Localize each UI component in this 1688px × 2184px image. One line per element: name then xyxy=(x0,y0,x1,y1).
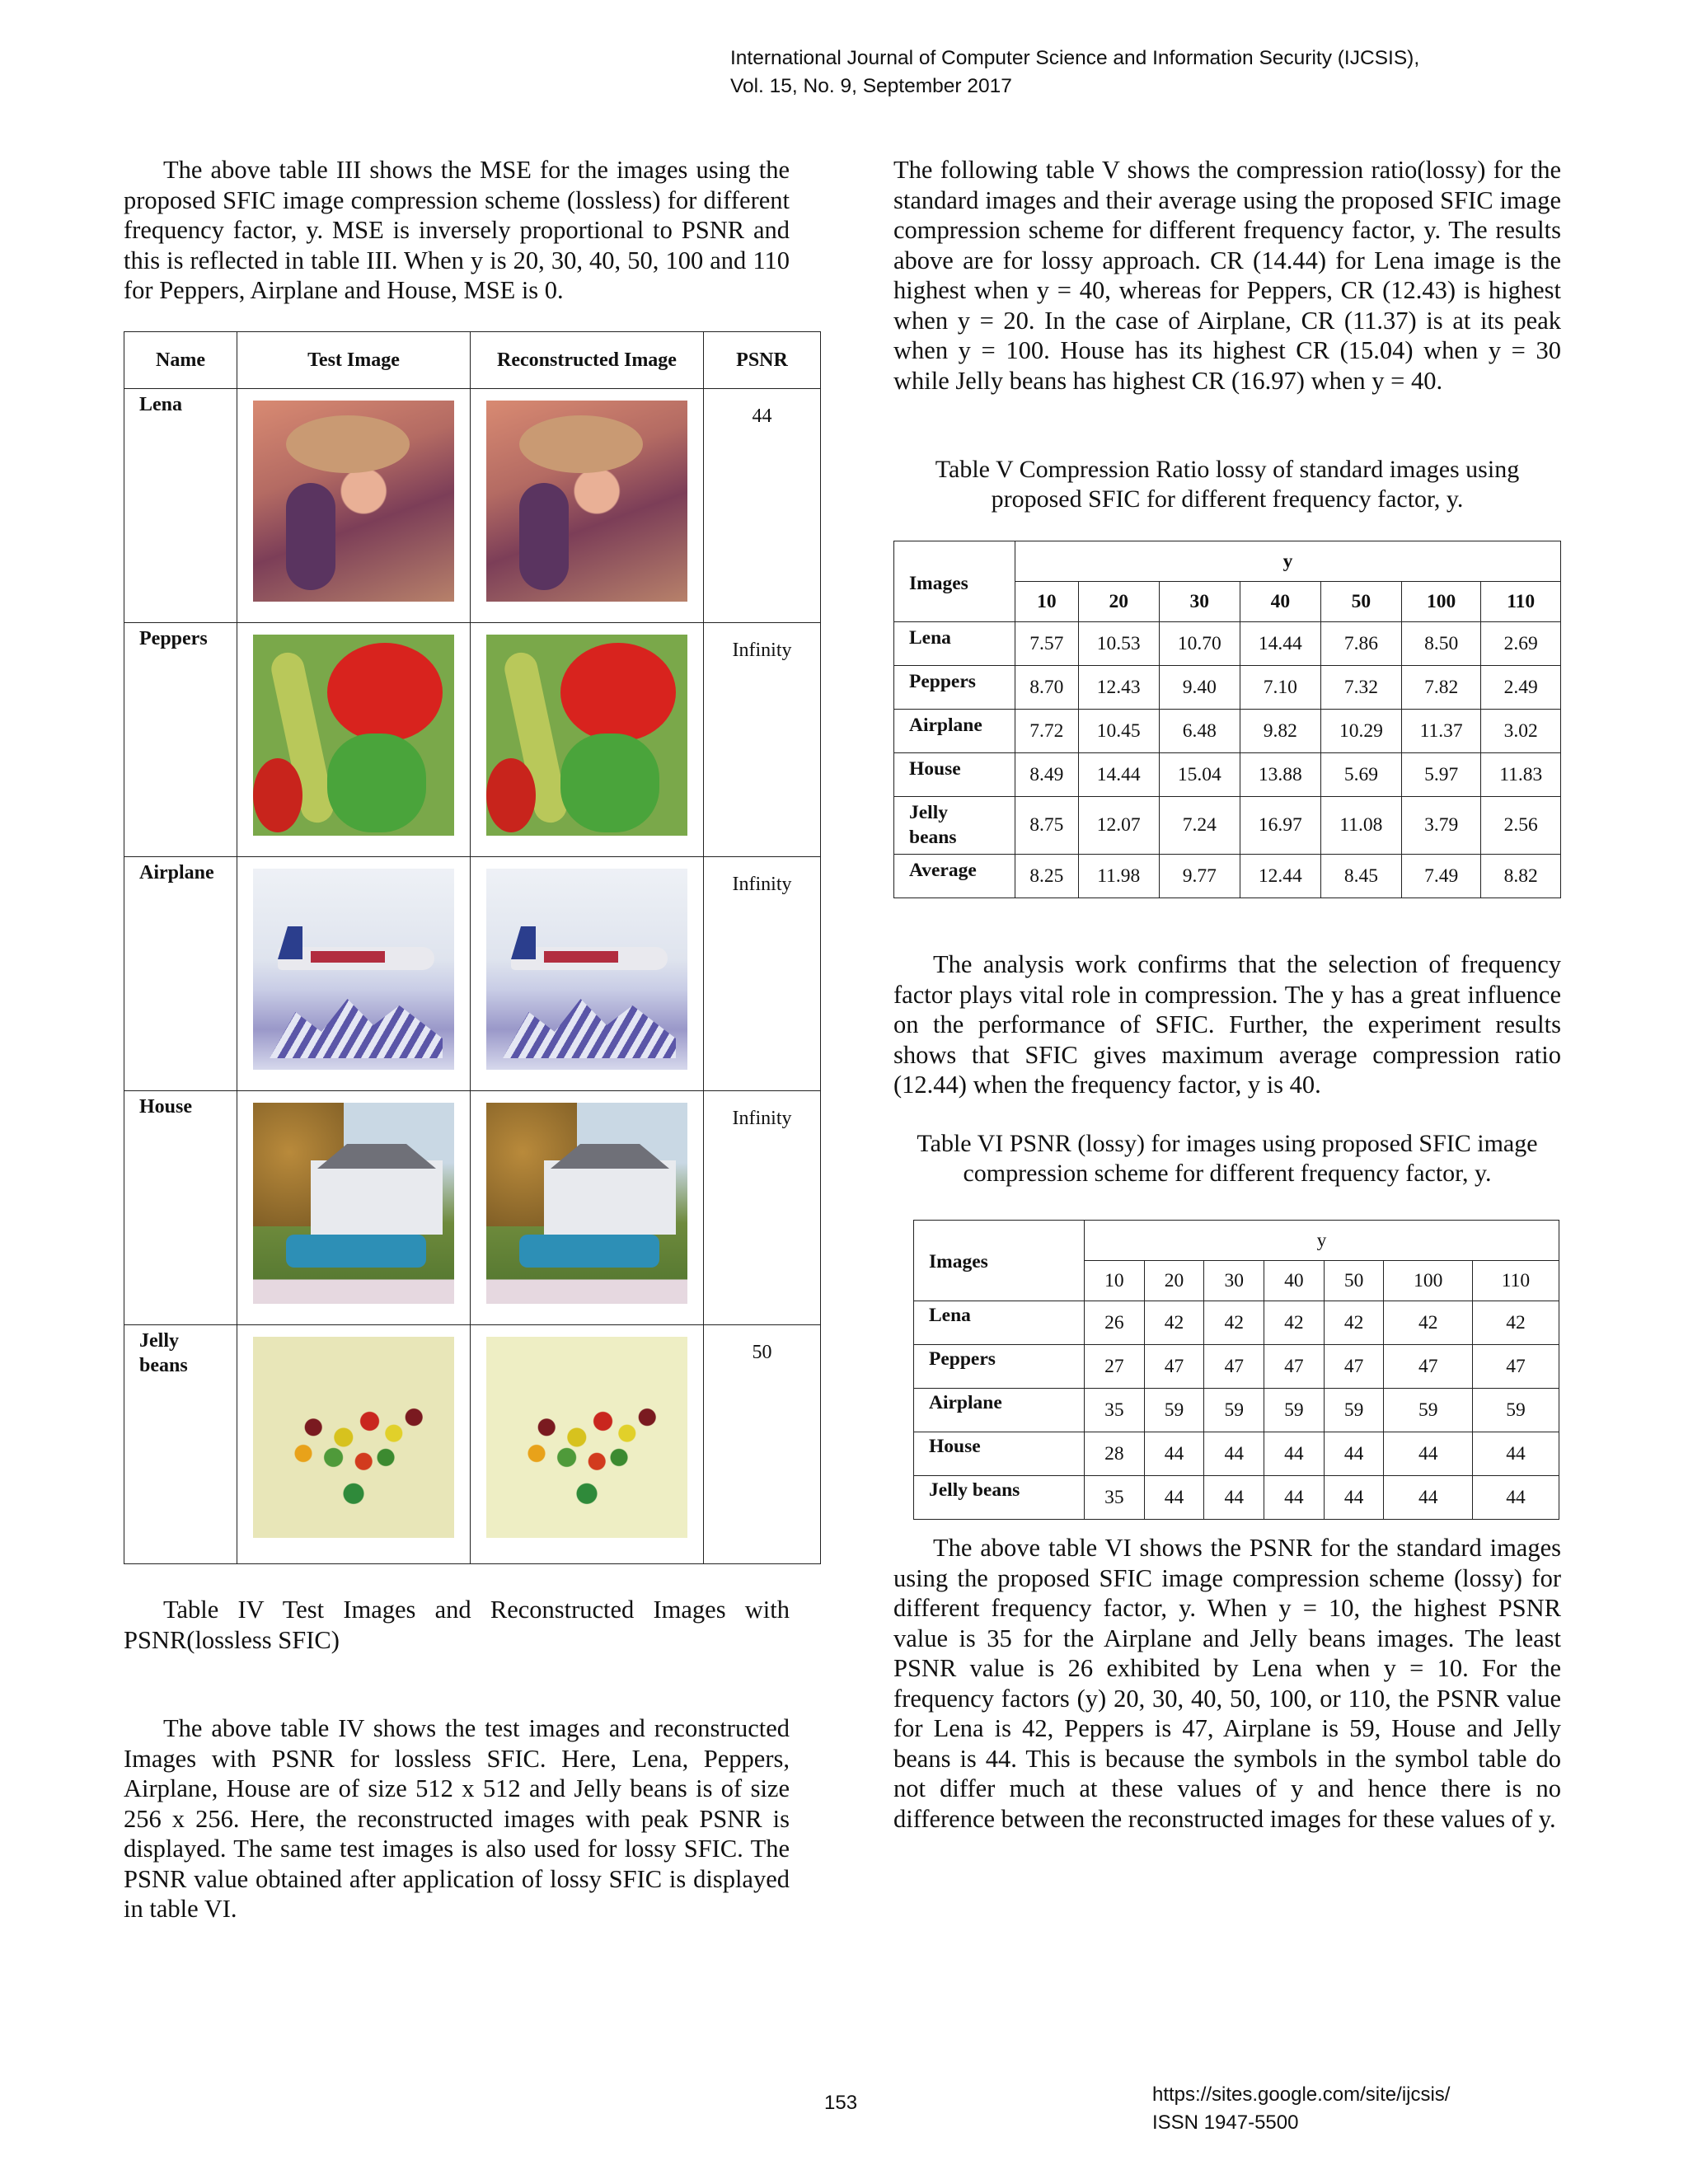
footer-issn: ISSN 1947-5500 xyxy=(1152,2111,1299,2134)
table-vi-row-label: Peppers xyxy=(914,1345,1085,1389)
table-row xyxy=(894,710,1561,753)
table-row xyxy=(914,1476,1559,1520)
table-v-row-label: House xyxy=(894,753,1015,797)
table-row xyxy=(894,753,1561,797)
table-iv-header-reconstructed-image: Reconstructed Image xyxy=(471,332,704,389)
table-v-cell: 11.83 xyxy=(1481,753,1561,797)
table-v-cell: 10.45 xyxy=(1078,710,1159,753)
table-v-cell: 9.77 xyxy=(1159,855,1240,898)
table-vi-cell: 44 xyxy=(1324,1476,1384,1520)
table-v-cell: 10.53 xyxy=(1078,622,1159,666)
table-vi-cell: 42 xyxy=(1324,1301,1384,1345)
table-vi-cell: 42 xyxy=(1472,1301,1559,1345)
table-vi-cell: 59 xyxy=(1204,1389,1264,1432)
table-row xyxy=(914,1345,1559,1389)
table-vi-caption: Table VI PSNR (lossy) for images using proposed SFIC image compression scheme for different frequency factor, y. xyxy=(917,1130,1538,1187)
table-iv-name: House xyxy=(124,1091,237,1325)
table-v-cell: 13.88 xyxy=(1240,753,1320,797)
table-row xyxy=(914,1301,1559,1345)
table-iv-name: Lena xyxy=(124,389,237,623)
jelly-beans-reconstructed-image xyxy=(486,1337,687,1538)
table-v-cell: 7.49 xyxy=(1401,855,1481,898)
lena-reconstructed-image xyxy=(486,401,687,602)
table-iv-psnr: 44 xyxy=(704,389,821,623)
table-iv-psnr: Infinity xyxy=(704,857,821,1091)
table-iv-name: Jelly beans xyxy=(124,1325,237,1564)
table-vi-cell: 44 xyxy=(1472,1476,1559,1520)
table-v-cell: 12.07 xyxy=(1078,797,1159,855)
table-v-cell: 5.69 xyxy=(1320,753,1401,797)
airplane-test-image xyxy=(253,869,454,1070)
table-v-row-label: Airplane xyxy=(894,710,1015,753)
table-vi-cell: 44 xyxy=(1472,1432,1559,1476)
table-v-cell: 15.04 xyxy=(1159,753,1240,797)
table-v-cell: 7.86 xyxy=(1320,622,1401,666)
table-vi-cell: 44 xyxy=(1264,1476,1325,1520)
table-vi-cell: 59 xyxy=(1144,1389,1204,1432)
table-vi-cell: 35 xyxy=(1085,1389,1145,1432)
house-reconstructed-image xyxy=(486,1103,687,1304)
table-v-caption: Table V Compression Ratio lossy of standard images using proposed SFIC for different frequency factor, y. xyxy=(935,456,1520,513)
table-v-cell: 2.49 xyxy=(1481,666,1561,710)
lena-test-image xyxy=(253,401,454,602)
table-vi-cell: 44 xyxy=(1204,1432,1264,1476)
table-vi-cell: 35 xyxy=(1085,1476,1145,1520)
table-vi-cell: 59 xyxy=(1264,1389,1325,1432)
table-v-cell: 8.45 xyxy=(1320,855,1401,898)
table-vi-corner: Images xyxy=(914,1221,1085,1301)
airplane-reconstructed-image xyxy=(486,869,687,1070)
table-v-cell: 8.82 xyxy=(1481,855,1561,898)
table-v-cell: 7.32 xyxy=(1320,666,1401,710)
table-v-cell: 11.08 xyxy=(1320,797,1401,855)
table-row xyxy=(914,1432,1559,1476)
left-paragraph-2: The above table IV shows the test images and reconstructed Images with PSNR for lossless SFIC. Here, Lena, Peppers, Airplane, House are of size 512 x 512 and Jelly beans is of size 256 x 256. Here, the reconstructed images with peak PSNR is displayed. The same test images is also used for lossy SFIC. The PSNR value obtained after application of lossy SFIC is displayed in table VI. xyxy=(124,1714,790,1923)
table-vi-cell: 59 xyxy=(1384,1389,1473,1432)
table-v-cell: 7.57 xyxy=(1015,622,1079,666)
table-v-cell: 12.44 xyxy=(1240,855,1320,898)
table-vi-col: 100 xyxy=(1384,1261,1473,1301)
table-v-cell: 3.02 xyxy=(1481,710,1561,753)
table-vi-cell: 47 xyxy=(1384,1345,1473,1389)
table-vi-cell: 44 xyxy=(1144,1432,1204,1476)
right-paragraph-2: The analysis work confirms that the selection of frequency factor plays vital role in compression. The y has a great influence on the performance of SFIC. Further, the experiment results shows that SFIC gives maximum average compression ratio (12.44) when the frequency factor, y is 40. xyxy=(893,950,1561,1099)
table-v-cell: 16.97 xyxy=(1240,797,1320,855)
table-vi-cell: 27 xyxy=(1085,1345,1145,1389)
table-v-cell: 14.44 xyxy=(1078,753,1159,797)
table-vi-cell: 44 xyxy=(1144,1476,1204,1520)
table-iv-header-test-image: Test Image xyxy=(237,332,471,389)
table-v-corner: Images xyxy=(894,541,1015,622)
table-vi-cell: 28 xyxy=(1085,1432,1145,1476)
table-vi-cell: 47 xyxy=(1324,1345,1384,1389)
footer-info xyxy=(1152,2081,1450,2137)
table-v-cell: 11.98 xyxy=(1078,855,1159,898)
table-vi-cell: 47 xyxy=(1144,1345,1204,1389)
table-v-cell: 8.75 xyxy=(1015,797,1079,855)
table-vi-cell: 44 xyxy=(1384,1476,1473,1520)
table-v-cell: 7.10 xyxy=(1240,666,1320,710)
table-vi-cell: 42 xyxy=(1204,1301,1264,1345)
table-iv-name: Airplane xyxy=(124,857,237,1091)
table-v-cell: 8.70 xyxy=(1015,666,1079,710)
table-v-cell: 2.69 xyxy=(1481,622,1561,666)
table-v-cell: 5.97 xyxy=(1401,753,1481,797)
table-v-col: 20 xyxy=(1078,582,1159,622)
table-iv-name: Peppers xyxy=(124,623,237,857)
table-v-cell: 7.72 xyxy=(1015,710,1079,753)
left-paragraph-1: The above table III shows the MSE for the images using the proposed SFIC image compression scheme (lossless) for different frequency factor, y. MSE is inversely proportional to PSNR and this is reflected in table III. When y is 20, 30, 40, 50, 100 and 110 for Peppers, Airplane and House, MSE is 0. xyxy=(124,156,790,304)
table-v-cell: 14.44 xyxy=(1240,622,1320,666)
table-row xyxy=(914,1389,1559,1432)
table-v-col: 100 xyxy=(1401,582,1481,622)
journal-header xyxy=(730,45,1419,101)
table-vi-cell: 47 xyxy=(1204,1345,1264,1389)
table-iv-psnr: Infinity xyxy=(704,1091,821,1325)
table-vi-cell: 59 xyxy=(1472,1389,1559,1432)
table-vi-group-header: y xyxy=(1085,1221,1559,1261)
table-v-row-label: Peppers xyxy=(894,666,1015,710)
footer-url[interactable]: https://sites.google.com/site/ijcsis/ xyxy=(1152,2083,1451,2106)
table-row xyxy=(124,623,821,857)
table-v-cell: 7.24 xyxy=(1159,797,1240,855)
table-v-col: 10 xyxy=(1015,582,1079,622)
table-vi-cell: 47 xyxy=(1264,1345,1325,1389)
page-number: 153 xyxy=(824,2092,858,2114)
table-v-cell: 6.48 xyxy=(1159,710,1240,753)
table-vi xyxy=(913,1220,1559,1520)
table-vi-row-label: Airplane xyxy=(914,1389,1085,1432)
table-v-group-header: y xyxy=(1015,541,1561,582)
table-vi-cell: 44 xyxy=(1384,1432,1473,1476)
table-row xyxy=(894,666,1561,710)
table-iv xyxy=(124,331,821,1564)
table-vi-col: 50 xyxy=(1324,1261,1384,1301)
table-iv-psnr: 50 xyxy=(704,1325,821,1564)
table-vi-col: 30 xyxy=(1204,1261,1264,1301)
table-v-cell: 8.25 xyxy=(1015,855,1079,898)
table-v-col: 50 xyxy=(1320,582,1401,622)
table-vi-row-label: Lena xyxy=(914,1301,1085,1345)
table-row xyxy=(124,857,821,1091)
table-row xyxy=(894,855,1561,898)
table-vi-cell: 59 xyxy=(1324,1389,1384,1432)
table-vi-cell: 44 xyxy=(1324,1432,1384,1476)
table-row xyxy=(894,797,1561,855)
right-paragraph-3: The above table VI shows the PSNR for the standard images using the proposed SFIC image compression scheme (lossy) for different frequency factor, y. When y = 10, the highest PSNR value is 35 for the Airplane and Jelly beans images. The least PSNR value is 26 exhibited by Lena when y = 10. For the frequency factors (y) 20, 30, 40, 50, 100, or 110, the PSNR value for Lena is 42, Peppers is 47, Airplane is 59, House and Jelly beans is 44. This is because the symbols in the symbol table do not differ much at these values of y and hence there is no difference between the reconstructed images for these values of y. xyxy=(893,1534,1561,1833)
table-v-row-label: Average xyxy=(894,855,1015,898)
table-v-cell: 11.37 xyxy=(1401,710,1481,753)
table-vi-cell: 42 xyxy=(1384,1301,1473,1345)
table-v-group-row xyxy=(894,541,1561,582)
table-v-cell: 10.70 xyxy=(1159,622,1240,666)
table-vi-col: 20 xyxy=(1144,1261,1204,1301)
table-v-cell: 12.43 xyxy=(1078,666,1159,710)
table-vi-cell: 42 xyxy=(1264,1301,1325,1345)
journal-header-line2: Vol. 15, No. 9, September 2017 xyxy=(730,75,1012,97)
table-vi-col: 110 xyxy=(1472,1261,1559,1301)
table-iv-psnr: Infinity xyxy=(704,623,821,857)
peppers-reconstructed-image xyxy=(486,635,687,836)
table-v-row-label: Lena xyxy=(894,622,1015,666)
table-row xyxy=(124,389,821,623)
table-v-cell: 3.79 xyxy=(1401,797,1481,855)
table-vi-group-row xyxy=(914,1221,1559,1261)
table-v-cell: 9.40 xyxy=(1159,666,1240,710)
table-vi-col: 10 xyxy=(1085,1261,1145,1301)
table-vi-cell: 47 xyxy=(1472,1345,1559,1389)
table-v-row-label: Jelly beans xyxy=(894,797,1015,855)
table-vi-row-label: Jelly beans xyxy=(914,1476,1085,1520)
table-v-cell: 2.56 xyxy=(1481,797,1561,855)
table-iv-header-name: Name xyxy=(124,332,237,389)
journal-header-line1: International Journal of Computer Science and Information Security (IJCSIS), xyxy=(730,47,1420,69)
table-iv-caption: Table IV Test Images and Reconstructed Images with PSNR(lossless SFIC) xyxy=(124,1596,790,1654)
house-test-image xyxy=(253,1103,454,1304)
table-vi-cell: 44 xyxy=(1264,1432,1325,1476)
table-vi-cell: 26 xyxy=(1085,1301,1145,1345)
table-vi-cell: 44 xyxy=(1204,1476,1264,1520)
table-v-cell: 8.49 xyxy=(1015,753,1079,797)
table-v-col: 40 xyxy=(1240,582,1320,622)
table-v-cell: 10.29 xyxy=(1320,710,1401,753)
table-vi-cell: 42 xyxy=(1144,1301,1204,1345)
table-v-cell: 9.82 xyxy=(1240,710,1320,753)
jelly-beans-test-image xyxy=(253,1337,454,1538)
table-v-cell: 8.50 xyxy=(1401,622,1481,666)
table-v-col: 30 xyxy=(1159,582,1240,622)
table-iv-header-psnr: PSNR xyxy=(704,332,821,389)
table-vi-col: 40 xyxy=(1264,1261,1325,1301)
table-row xyxy=(124,1091,821,1325)
table-v-col: 110 xyxy=(1481,582,1561,622)
table-row xyxy=(894,622,1561,666)
table-v-cell: 7.82 xyxy=(1401,666,1481,710)
right-paragraph-1: The following table V shows the compression ratio(lossy) for the standard images and their average using the proposed SFIC image compression scheme for different frequency factor, y. The results above are for lossy approach. CR (14.44) for Lena image is the highest when y = 40, whereas for Peppers, CR (12.43) is highest when y = 20. In the case of Airplane, CR (11.37) is at its peak when y = 100. House has its highest CR (15.04) when y = 30 while Jelly beans has highest CR (16.97) when y = 40. xyxy=(893,156,1561,395)
table-vi-row-label: House xyxy=(914,1432,1085,1476)
table-v xyxy=(893,541,1561,898)
peppers-test-image xyxy=(253,635,454,836)
table-row xyxy=(124,1325,821,1564)
table-iv-header-row xyxy=(124,332,821,389)
